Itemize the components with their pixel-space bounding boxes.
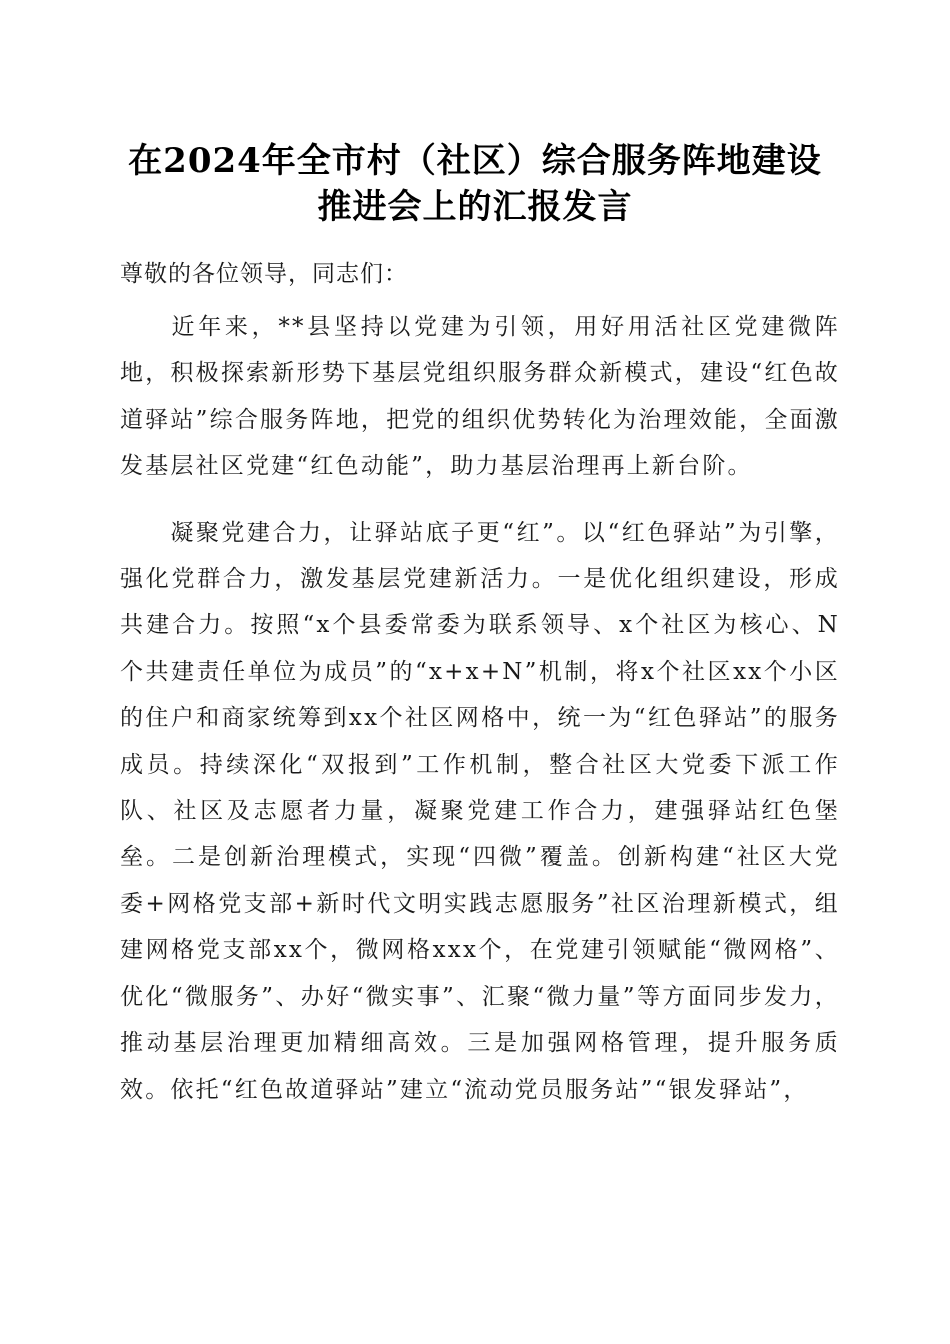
- paragraph-intro: [120, 304, 840, 490]
- document-title-line-2: 推进会上的汇报发言: [317, 187, 633, 227]
- document-title-line-1: 在2024年全市村（社区）综合服务阵地建设: [128, 141, 822, 181]
- salutation: 尊敬的各位领导，同志们：: [120, 261, 408, 287]
- paragraph-party-building-text: 凝聚党建合力，让驿站底子更“红”。以“红色驿站”为引擎，强化党群合力，激发基层党建新活力。一是优化组织建设，形成共建合力。按照“x个县委常委为联系领导、x个社区为核心、N个共建责任单位为成员”的“x+x+N”机制，将x个社区xx个小区的住户和商家统筹到xx个社区网格中，统一为“红色驿站”的服务成员。持续深化“双报到”工作机制，整合社区大党委下派工作队、社区及志愿者力量，凝聚党建工作合力，建强驿站红色堡垒。二是创新治理模式，实现“四微”覆盖。创新构建“社区大党委+网格党支部+新时代文明实践志愿服务”社区治理新模式，组建网格党支部xx个，微网格xxx个，在党建引领赋能“微网格”、优化“微服务”、办好“微实事”、汇聚“微力量”等方面同步发力，推动基层治理更加精细高效。三是加强网格管理，提升服务质效。依托“红色故道驿站”建立“流动党员服务站”“银发驿站”，: [120, 519, 840, 1103]
- paragraph-party-building: [120, 510, 840, 1113]
- paragraph-intro-text: 近年来，**县坚持以党建为引领，用好用活社区党建微阵地，积极探索新形势下基层党组织服务群众新模式，建设“红色故道驿站”综合服务阵地，把党的组织优势转化为治理效能，全面激发基层社区党建“红色动能”，助力基层治理再上新台阶。: [120, 314, 840, 480]
- document-body: [120, 248, 840, 1113]
